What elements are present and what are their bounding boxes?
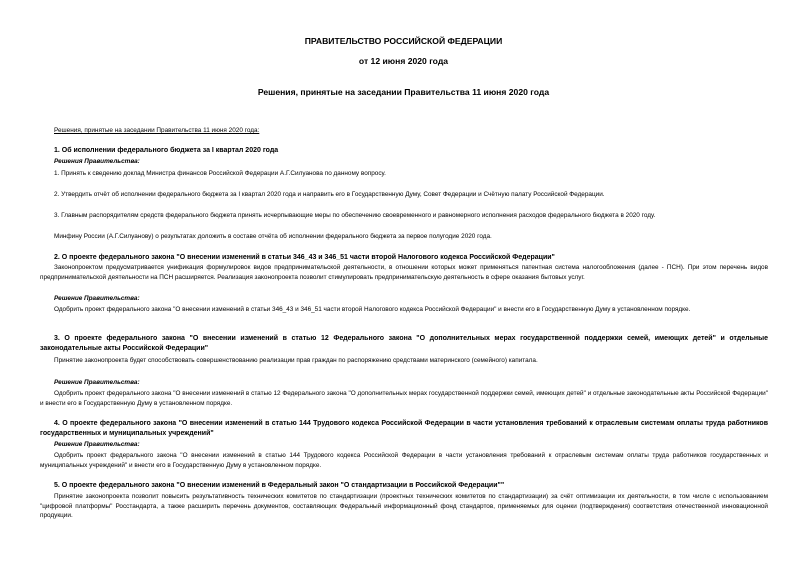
section-2-decision-label: Решение Правительства: bbox=[54, 295, 140, 302]
section-2-title: 2. О проекте федерального закона "О внесении изменений в статьи 346_43 и 346_51 части второй Налогового кодекса Российской Федерации" bbox=[54, 254, 555, 261]
document-date: от 12 июня 2020 года bbox=[358, 56, 449, 66]
section-5-title: 5. О проекте федерального закона "О внесении изменений в Федеральный закон "О стандартизации в Российской Федерации"" bbox=[54, 482, 505, 489]
section-4-decision-label: Решение Правительства: bbox=[54, 441, 140, 448]
intro-line: Решения, принятые на заседании Правительства 11 июня 2020 года: bbox=[54, 127, 260, 134]
section-4-decision: Одобрить проект федерального закона "О внесении изменений в статью 144 Трудового кодекса Российской Федерации в части установления требований к отраслевым системам оплаты труда работников государственных и муниципальных учреждений" и внести его в Государственную Думу в установленном порядке. bbox=[40, 452, 768, 469]
section-3-decision: Одобрить проект федерального закона "О внесении изменений в статью 12 Федерального закона "О дополнительных мерах государственной поддержки семей, имеющих детей" и отдельные законодательные акты Российской Федерации" и внести его в Государственную Думу в установленном порядке. bbox=[40, 390, 768, 407]
section-4-title: 4. О проекте федерального закона "О внесении изменений в статью 144 Трудового кодекса Российской Федерации в части установления требований к отраслевым системам оплаты труда работников государственных и муниципальных учреждений" bbox=[40, 420, 768, 437]
section-3-description: Принятие законопроекта будет способствовать совершенствованию реализации прав граждан по распоряжению средствами материнского (семейного) капитала. bbox=[54, 357, 538, 364]
section-2-description: Законопроектом предусматривается унификация формулировок видов предпринимательской деятельности, в отношении которых может применяться патентная система налогообложения (далее - ПСН). При этом перечень видов предпринимательской деятельности на ПСН расширяется. Реализация законопроекта позволит стимулировать предпринимательскую деятельность в сфере оказания бытовых услуг. bbox=[40, 264, 768, 281]
section-1-decision-label: Решения Правительства: bbox=[54, 158, 140, 165]
section-1-item-2: 2. Утвердить отчёт об исполнении федерального бюджета за I квартал 2020 года и направить его в Государственную Думу, Совет Федерации и Счётную палату Российской Федерации. bbox=[54, 191, 605, 198]
section-1-item-3: 3. Главным распорядителям средств федерального бюджета принять исчерпывающие меры по обеспечению своевременного и равномерного исполнения расходов федерального бюджета в 2020 году. bbox=[54, 212, 656, 219]
document-title: ПРАВИТЕЛЬСТВО РОССИЙСКОЙ ФЕДЕРАЦИИ bbox=[304, 36, 503, 46]
section-1-item-4: Минфину России (А.Г.Силуанову) о результатах доложить в составе отчёта об исполнении федерального бюджета за первое полугодие 2020 года. bbox=[54, 233, 492, 240]
section-3-title: 3. О проекте федерального закона "О внесении изменений в статью 12 Федерального закона "О дополнительных мерах государственной поддержки семей, имеющих детей" и отдельные законодательные акты Российской Федерации" bbox=[40, 335, 768, 352]
section-2-decision: Одобрить проект федерального закона "О внесении изменений в статьи 346_43 и 346_51 части второй Налогового кодекса Российской Федерации" и внести его в Государственную Думу в установленном порядке. bbox=[54, 306, 691, 313]
section-1-title: 1. Об исполнении федерального бюджета за I квартал 2020 года bbox=[54, 147, 279, 154]
document-subtitle: Решения, принятые на заседании Правительства 11 июня 2020 года bbox=[257, 87, 550, 97]
section-3-decision-label: Решение Правительства: bbox=[54, 379, 140, 386]
section-5-description: Принятие законопроекта позволит повысить результативность технических комитетов по стандартизации (проектных технических комитетов по стандартизации) за счёт оптимизации их деятельности, в том числе с использованием "цифровой платформы" Росстандарта, а также расширить перечень документов, составляющих Федеральный информационный фонд стандартов, применяемых для оценки (подтверждения) соответствия отечественной инновационной продукции. bbox=[40, 493, 768, 520]
section-1-item-1: 1. Принять к сведению доклад Министра финансов Российской Федерации А.Г.Силуанова по данному вопросу. bbox=[54, 170, 386, 177]
